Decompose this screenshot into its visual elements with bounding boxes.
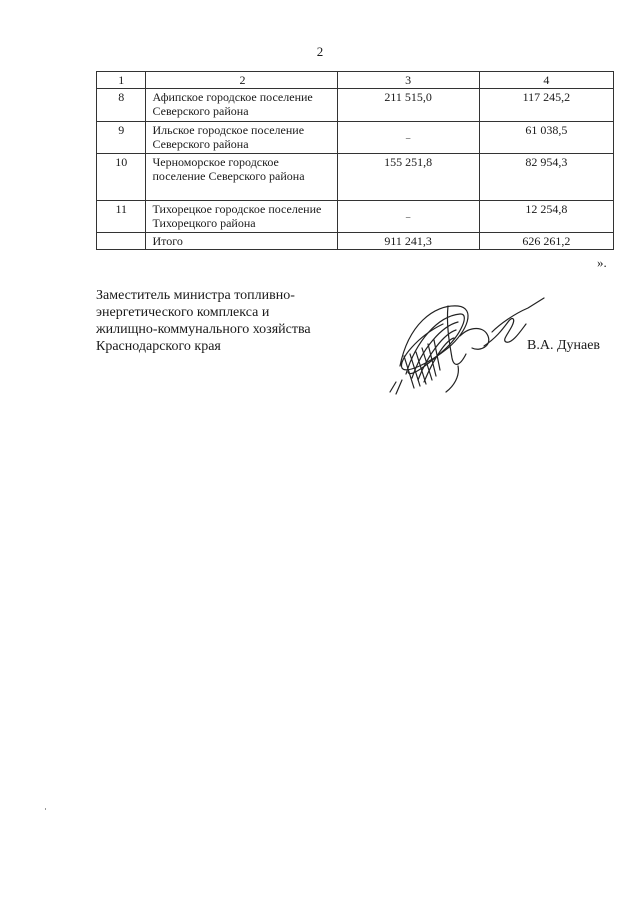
settlement-name: Ильское городское поселение Северского района [146,122,337,154]
dash-mark: – [405,133,411,143]
signatory-name: В.А. Дунаев [527,338,601,353]
row-number: 8 [97,89,146,122]
amount-col3 [337,201,479,233]
table-row [97,154,614,201]
amount-col4: 61 038,5 [479,122,613,154]
header-cell: 2 [146,72,337,89]
handwritten-signature [388,296,548,396]
signatory-title-line: жилищно-коммунального хозяйства [96,322,311,337]
amount-col4: 82 954,3 [479,154,613,201]
settlement-name: Черноморское городское поселение Северского района [146,154,337,201]
amount-col3: 155 251,8 [337,154,479,201]
total-col4: 626 261,2 [479,233,613,250]
total-row [97,233,614,250]
scan-artifact [45,808,46,810]
data-table [96,71,614,250]
empty-cell [97,233,146,250]
total-label: Итого [146,233,337,250]
row-number: 10 [97,154,146,201]
settlement-name: Афипское городское поселение Северского района [146,89,337,122]
amount-col3 [337,122,479,154]
amount-col4: 117 245,2 [479,89,613,122]
amount-col4: 12 254,8 [479,201,613,233]
amount-col3: 211 515,0 [337,89,479,122]
header-cell: 4 [479,72,613,89]
header-cell: 3 [337,72,479,89]
table-row [97,122,614,154]
table-row [97,201,614,233]
dash-mark: – [405,212,411,222]
row-number: 11 [97,201,146,233]
page-number: 2 [316,44,324,59]
row-number: 9 [97,122,146,154]
signatory-title-line: Заместитель министра топливно- [96,288,295,303]
header-cell: 1 [97,72,146,89]
signatory-title-line: Краснодарского края [96,339,221,354]
settlement-name: Тихорецкое городское поселение Тихорецкого района [146,201,337,233]
signature-block [96,287,376,355]
table-row [97,89,614,122]
closing-quote: ». [597,255,607,270]
total-col3: 911 241,3 [337,233,479,250]
signatory-title-line: энергетического комплекса и [96,305,270,320]
table-header-row [97,72,614,89]
